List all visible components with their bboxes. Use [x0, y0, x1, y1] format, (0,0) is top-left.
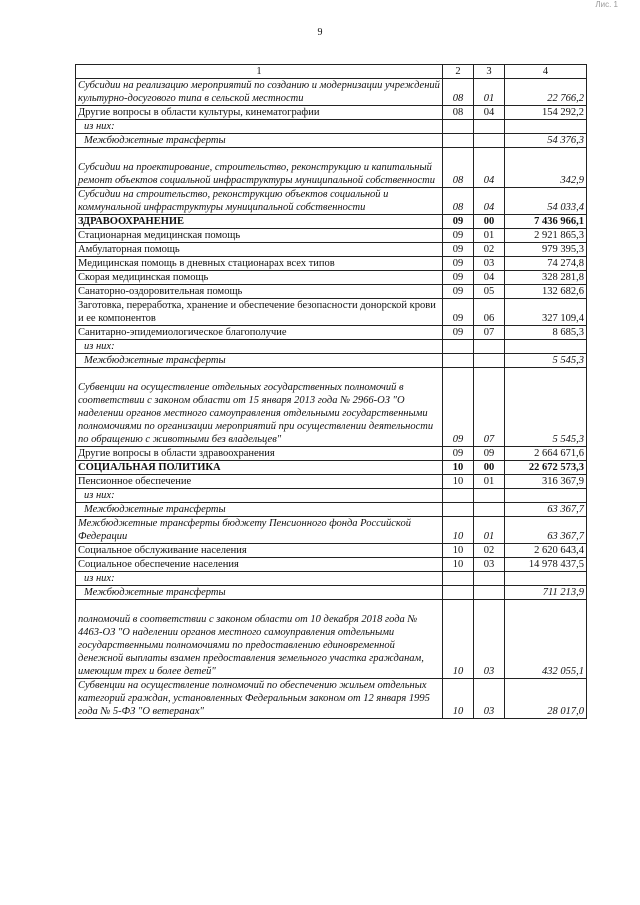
row-name-cell: Заготовка, переработка, хранение и обеспечение безопасности донорской крови и ее компонентов — [76, 299, 443, 326]
subsection-code-cell: 02 — [474, 544, 505, 558]
section-code-cell — [443, 503, 474, 517]
budget-table-body — [76, 65, 587, 719]
subsection-code-cell — [474, 586, 505, 600]
row-name-cell: Субсидии на строительство, реконструкцию объектов социальной и коммунальной инфраструктуры муниципальной собственности — [76, 188, 443, 215]
table-row — [76, 544, 587, 558]
row-name-cell: Субвенции на осуществление отдельных государственных полномочий в соответствии с законом области от 15 января 2013 года № 2966-ОЗ "О наделении органов местного самоуправления отдельными государственными полномочиями по организации мероприятий при осуществлении деятельности по обращению с животными без владельцев" — [76, 368, 443, 447]
header-cell: 4 — [505, 65, 587, 79]
amount-cell: 22 766,2 — [505, 79, 587, 106]
row-name-cell: Субсидии на проектирование, строительство, реконструкцию и капитальный ремонт объектов социальной инфраструктуры муниципальной собственности — [76, 148, 443, 188]
subsection-code-cell: 03 — [474, 679, 505, 719]
amount-cell: 328 281,8 — [505, 271, 587, 285]
row-name-cell: Межбюджетные трансферты — [76, 354, 443, 368]
subsection-code-cell: 01 — [474, 79, 505, 106]
section-code-cell: 10 — [443, 558, 474, 572]
section-code-cell: 09 — [443, 447, 474, 461]
subsection-code-cell — [474, 572, 505, 586]
table-row — [76, 229, 587, 243]
section-code-cell — [443, 489, 474, 503]
table-row — [76, 572, 587, 586]
subsection-code-cell: 01 — [474, 229, 505, 243]
section-code-cell: 09 — [443, 243, 474, 257]
amount-cell: 8 685,3 — [505, 326, 587, 340]
amount-cell: 14 978 437,5 — [505, 558, 587, 572]
section-code-cell: 09 — [443, 257, 474, 271]
subsection-code-cell: 03 — [474, 257, 505, 271]
table-row — [76, 447, 587, 461]
table-row — [76, 461, 587, 475]
section-code-cell — [443, 120, 474, 134]
row-name-cell: Пенсионное обеспечение — [76, 475, 443, 489]
amount-cell: 711 213,9 — [505, 586, 587, 600]
table-row — [76, 517, 587, 544]
row-name-cell: Субвенции на осуществление полномочий по обеспечению жильем отдельных категорий граждан, установленных Федеральным законом от 12 января 1995 года № 5-ФЗ "О ветеранах" — [76, 679, 443, 719]
section-code-cell: 08 — [443, 79, 474, 106]
table-row — [76, 106, 587, 120]
table-row — [76, 215, 587, 229]
row-name-cell: ЗДРАВООХРАНЕНИЕ — [76, 215, 443, 229]
table-row — [76, 134, 587, 148]
row-name-cell: Другие вопросы в области культуры, кинематографии — [76, 106, 443, 120]
table-row — [76, 188, 587, 215]
row-name-cell: Межбюджетные трансферты — [76, 503, 443, 517]
table-row — [76, 243, 587, 257]
amount-cell: 5 545,3 — [505, 368, 587, 447]
subsection-code-cell: 03 — [474, 600, 505, 679]
table-row — [76, 558, 587, 572]
table-row — [76, 354, 587, 368]
amount-cell — [505, 340, 587, 354]
subsection-code-cell — [474, 120, 505, 134]
table-header-row — [76, 65, 587, 79]
amount-cell: 54 376,3 — [505, 134, 587, 148]
subsection-code-cell — [474, 134, 505, 148]
subsection-code-cell: 06 — [474, 299, 505, 326]
amount-cell: 28 017,0 — [505, 679, 587, 719]
amount-cell: 154 292,2 — [505, 106, 587, 120]
section-code-cell: 10 — [443, 600, 474, 679]
row-name-cell: Амбулаторная помощь — [76, 243, 443, 257]
table-row — [76, 257, 587, 271]
row-name-cell: полномочий в соответствии с законом области от 10 декабря 2018 года № 4463-ОЗ "О наделении органов местного самоуправления отдельными государственными полномочиями по предоставлению единовременной денежной выплаты взамен предоставления земельного участка гражданам, имеющим трех и более детей" — [76, 600, 443, 679]
subsection-code-cell — [474, 340, 505, 354]
section-code-cell — [443, 134, 474, 148]
amount-cell: 316 367,9 — [505, 475, 587, 489]
row-name-cell: Медицинская помощь в дневных стационарах всех типов — [76, 257, 443, 271]
table-row — [76, 340, 587, 354]
table-row — [76, 586, 587, 600]
section-code-cell: 10 — [443, 679, 474, 719]
amount-cell: 22 672 573,3 — [505, 461, 587, 475]
section-code-cell: 09 — [443, 368, 474, 447]
subsection-code-cell — [474, 354, 505, 368]
row-name-cell: Другие вопросы в области здравоохранения — [76, 447, 443, 461]
section-code-cell: 09 — [443, 229, 474, 243]
row-name-cell: Межбюджетные трансферты — [76, 134, 443, 148]
subsection-code-cell: 03 — [474, 558, 505, 572]
section-code-cell: 09 — [443, 271, 474, 285]
amount-cell: 2 664 671,6 — [505, 447, 587, 461]
header-cell: 1 — [76, 65, 443, 79]
amount-cell: 132 682,6 — [505, 285, 587, 299]
section-code-cell: 09 — [443, 215, 474, 229]
table-row — [76, 326, 587, 340]
row-name-cell: из них: — [76, 489, 443, 503]
subsection-code-cell: 01 — [474, 517, 505, 544]
subsection-code-cell: 07 — [474, 326, 505, 340]
budget-table — [75, 64, 587, 719]
amount-cell: 7 436 966,1 — [505, 215, 587, 229]
header-cell: 2 — [443, 65, 474, 79]
table-row — [76, 148, 587, 188]
amount-cell — [505, 572, 587, 586]
row-name-cell: Межбюджетные трансферты бюджету Пенсионного фонда Российской Федерации — [76, 517, 443, 544]
section-code-cell: 10 — [443, 475, 474, 489]
section-code-cell: 10 — [443, 461, 474, 475]
table-row — [76, 679, 587, 719]
amount-cell: 979 395,3 — [505, 243, 587, 257]
row-name-cell: Санаторно-оздоровительная помощь — [76, 285, 443, 299]
table-row — [76, 475, 587, 489]
section-code-cell — [443, 586, 474, 600]
subsection-code-cell: 04 — [474, 148, 505, 188]
header-cell: 3 — [474, 65, 505, 79]
subsection-code-cell: 04 — [474, 188, 505, 215]
table-row — [76, 271, 587, 285]
subsection-code-cell: 00 — [474, 461, 505, 475]
amount-cell: 2 921 865,3 — [505, 229, 587, 243]
row-name-cell: Скорая медицинская помощь — [76, 271, 443, 285]
section-code-cell: 09 — [443, 285, 474, 299]
subsection-code-cell — [474, 489, 505, 503]
amount-cell: 342,9 — [505, 148, 587, 188]
row-name-cell: Стационарная медицинская помощь — [76, 229, 443, 243]
amount-cell — [505, 120, 587, 134]
amount-cell: 432 055,1 — [505, 600, 587, 679]
section-code-cell — [443, 340, 474, 354]
table-row — [76, 285, 587, 299]
row-name-cell: СОЦИАЛЬНАЯ ПОЛИТИКА — [76, 461, 443, 475]
row-name-cell: Социальное обслуживание населения — [76, 544, 443, 558]
amount-cell: 5 545,3 — [505, 354, 587, 368]
row-name-cell: Субсидии на реализацию мероприятий по созданию и модернизации учреждений культурно-досугового типа в сельской местности — [76, 79, 443, 106]
amount-cell: 54 033,4 — [505, 188, 587, 215]
section-code-cell: 10 — [443, 517, 474, 544]
row-name-cell: Санитарно-эпидемиологическое благополучие — [76, 326, 443, 340]
amount-cell — [505, 489, 587, 503]
table-row — [76, 503, 587, 517]
subsection-code-cell: 01 — [474, 475, 505, 489]
row-name-cell: Социальное обеспечение населения — [76, 558, 443, 572]
section-code-cell: 09 — [443, 299, 474, 326]
subsection-code-cell: 07 — [474, 368, 505, 447]
corner-mark: Лис. 1 — [595, 0, 618, 9]
row-name-cell: из них: — [76, 340, 443, 354]
amount-cell: 63 367,7 — [505, 503, 587, 517]
section-code-cell: 09 — [443, 326, 474, 340]
amount-cell: 2 620 643,4 — [505, 544, 587, 558]
section-code-cell — [443, 572, 474, 586]
subsection-code-cell: 02 — [474, 243, 505, 257]
subsection-code-cell: 09 — [474, 447, 505, 461]
subsection-code-cell — [474, 503, 505, 517]
subsection-code-cell: 00 — [474, 215, 505, 229]
subsection-code-cell: 04 — [474, 106, 505, 120]
section-code-cell: 08 — [443, 148, 474, 188]
row-name-cell: Межбюджетные трансферты — [76, 586, 443, 600]
section-code-cell: 08 — [443, 106, 474, 120]
table-row — [76, 489, 587, 503]
amount-cell: 74 274,8 — [505, 257, 587, 271]
section-code-cell: 08 — [443, 188, 474, 215]
table-row — [76, 600, 587, 679]
table-row — [76, 368, 587, 447]
subsection-code-cell: 05 — [474, 285, 505, 299]
table-row — [76, 79, 587, 106]
page-number: 9 — [317, 27, 323, 38]
row-name-cell: из них: — [76, 572, 443, 586]
amount-cell: 63 367,7 — [505, 517, 587, 544]
section-code-cell — [443, 354, 474, 368]
subsection-code-cell: 04 — [474, 271, 505, 285]
table-row — [76, 299, 587, 326]
table-row — [76, 120, 587, 134]
row-name-cell: из них: — [76, 120, 443, 134]
section-code-cell: 10 — [443, 544, 474, 558]
amount-cell: 327 109,4 — [505, 299, 587, 326]
